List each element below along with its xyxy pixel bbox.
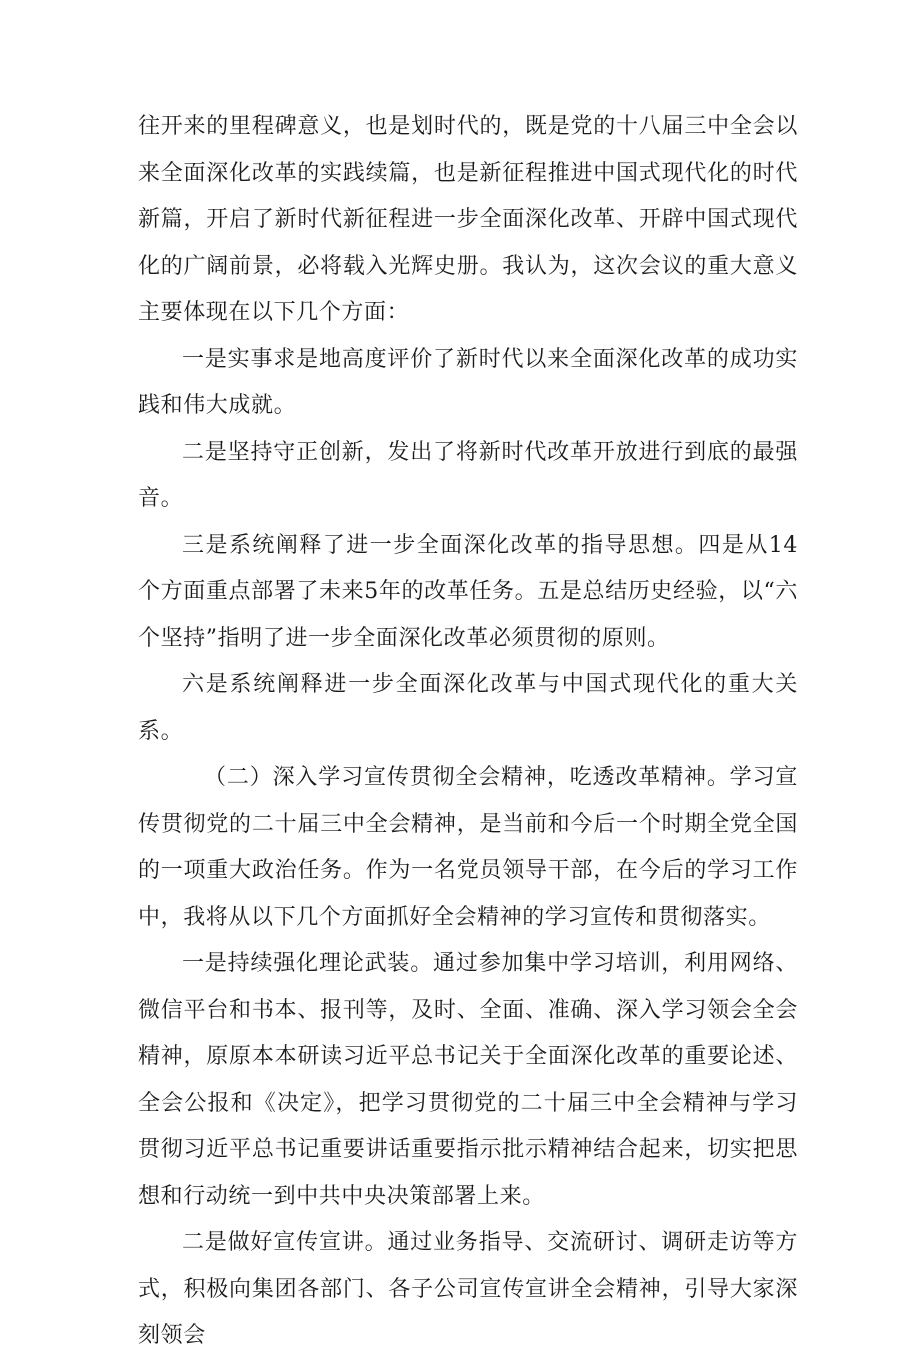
- paragraph-point-two: 二是坚持守正创新，发出了将新时代改革开放进行到底的最强音。: [138, 439, 798, 511]
- document-body: [138, 104, 798, 1360]
- paragraph-continuation: 往开来的里程碑意义，也是划时代的，既是党的十八届三中全会以来全面深化改革的实践续篇，也是新征程推进中国式现代化的时代新篇，开启了新时代新征程进一步全面深化改革、开辟中国式现代化的广阔前景，必将载入光辉史册。我认为，这次会议的重大意义主要体现在以下几个方面：: [138, 114, 798, 325]
- paragraph-points-three-to-five: 三是系统阐释了进一步全面深化改革的指导思想。四是从14个方面重点部署了未来5年的改革任务。五是总结历史经验，以“六个坚持”指明了进一步全面深化改革必须贯彻的原则。: [138, 532, 798, 651]
- paragraph-point-one: 一是实事求是地高度评价了新时代以来全面深化改革的成功实践和伟大成就。: [138, 346, 798, 418]
- paragraph-propaganda: 二是做好宣传宣讲。通过业务指导、交流研讨、调研走访等方式，积极向集团各部门、各子公司宣传宣讲全会精神，引导大家深刻领会: [138, 1230, 798, 1348]
- paragraph-theory-study: 一是持续强化理论武装。通过参加集中学习培训，利用网络、微信平台和书本、报刊等，及时、全面、准确、深入学习领会全会精神，原原本本研读习近平总书记关于全面深化改革的重要论述、全会公报和《决定》，把学习贯彻党的二十届三中全会精神与学习贯彻习近平总书记重要讲话重要指示批示精神结合起来，切实把思想和行动统一到中共中央决策部署上来。: [138, 951, 798, 1209]
- paragraph-point-six: 六是系统阐释进一步全面深化改革与中国式现代化的重大关系。: [138, 672, 798, 744]
- paragraph-section-two: （二）深入学习宣传贯彻全会精神，吃透改革精神。学习宣传贯彻党的二十届三中全会精神，是当前和今后一个时期全党全国的一项重大政治任务。作为一名党员领导干部，在今后的学习工作中，我将从以下几个方面抓好全会精神的学习宣传和贯彻落实。: [138, 765, 798, 930]
